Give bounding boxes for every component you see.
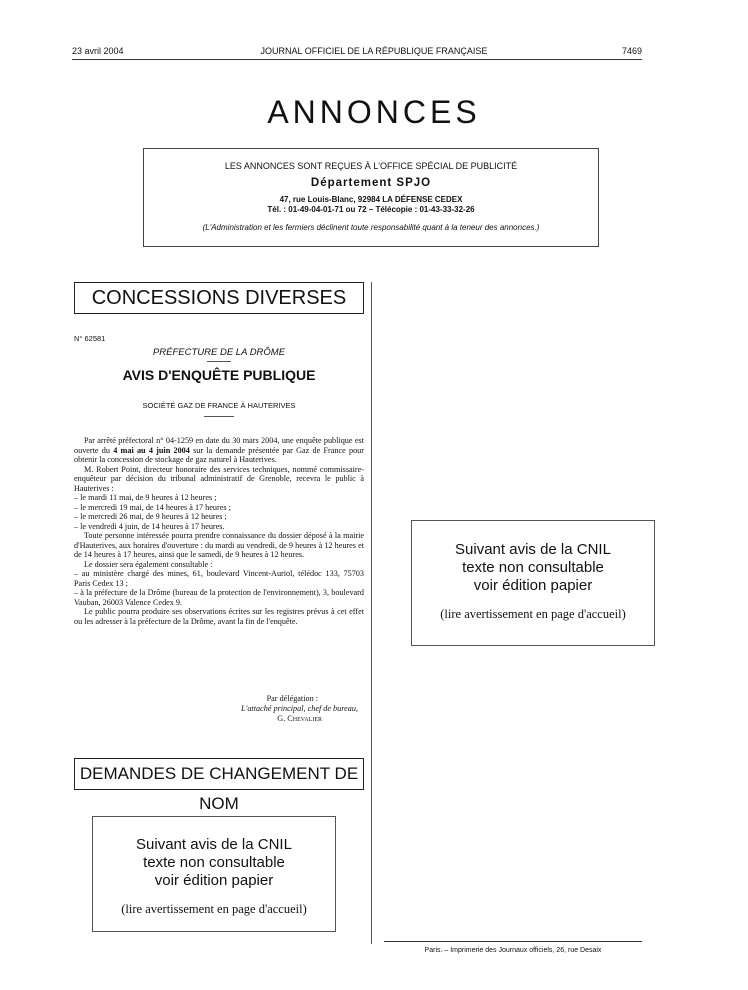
- cnil-line: texte non consultable: [143, 854, 285, 871]
- column-divider: [371, 282, 372, 944]
- list-item: – le mercredi 19 mai, de 14 heures à 17 heures ;: [74, 502, 231, 512]
- cnil-line: Suivant avis de la CNIL: [455, 541, 611, 558]
- cnil-notice-box: [92, 816, 336, 932]
- cnil-note: (lire avertissement en page d'accueil): [440, 607, 626, 621]
- notice-title: AVIS D'ENQUÊTE PUBLIQUE: [122, 367, 316, 383]
- header-page-number: 7469: [621, 46, 642, 56]
- header-journal-title: JOURNAL OFFICIEL DE LA RÉPUBLIQUE FRANÇAISE: [260, 46, 488, 56]
- announcement-body: [74, 436, 364, 626]
- paragraph: M. Robert Point, directeur honoraire des services techniques, nommé commissaire-enquêteur par décision du tribunal administratif de Grenoble, recevra le public à Hauterives :: [74, 464, 364, 493]
- notice-phone: Tél. : 01-49-04-01-71 ou 72 – Télécopie : 01-43-33-32-26: [267, 205, 475, 214]
- publicity-notice-box: [143, 148, 599, 247]
- cnil-note: (lire avertissement en page d'accueil): [121, 902, 307, 916]
- cnil-line: texte non consultable: [462, 559, 604, 576]
- printer-footer: Paris. – Imprimerie des Journaux officiels, 26, rue Desaix: [424, 947, 602, 954]
- notice-address: 47, rue Louis-Blanc, 92984 LA DÉFENSE CEDEX: [279, 195, 463, 204]
- section-heading-concessions: CONCESSIONS DIVERSES: [74, 282, 364, 314]
- cnil-notice-box: [411, 520, 655, 646]
- footer-rule: [384, 941, 642, 942]
- notice-department: Département SPJO: [310, 177, 432, 189]
- notice-disclaimer: (L'Administration et les fermiers déclinent toute responsabilité quant à la teneur des annonces.): [202, 223, 540, 232]
- signature-name: G. Chevalier: [277, 714, 322, 723]
- paragraph: Le dossier sera également consultable :: [84, 559, 213, 569]
- cnil-line: voir édition papier: [473, 577, 593, 594]
- signature-block: [74, 694, 364, 724]
- prefecture-heading: PRÉFECTURE DE LA DRÔME: [152, 347, 286, 358]
- list-item: – à la préfecture de la Drôme (bureau de la protection de l'environnement), 3, boulevard Vauban, 26003 Valence Cedex 9.: [74, 588, 364, 607]
- notice-line: LES ANNONCES SONT REÇUES À L'OFFICE SPÉCIAL DE PUBLICITÉ: [224, 161, 518, 171]
- list-item: – le mardi 11 mai, de 9 heures à 12 heures ;: [74, 493, 217, 502]
- list-item: – au ministère chargé des mines, 61, boulevard Vincent-Auriol, télédoc 133, 75703 Paris Cedex 13 ;: [74, 569, 364, 588]
- paragraph: [74, 436, 364, 465]
- date-range: 4 mai au 4 juin 2004: [113, 445, 190, 455]
- page-title: ANNONCES: [267, 94, 481, 130]
- cnil-line: voir édition papier: [154, 872, 274, 889]
- company-subtitle: SOCIÉTÉ GAZ DE FRANCE À HAUTERIVES: [142, 401, 296, 410]
- text: Par arrêté préfectoral n° 04-1259 en date du 30 mars 2004, une enquête publique est ouverte du: [74, 436, 364, 455]
- text: sur la demande présentée par Gaz de France pour obtenir la concession de stockage de gaz naturel à Hauterives.: [74, 445, 364, 464]
- separator-rule: [207, 361, 231, 362]
- signature-line: Par délégation :: [266, 694, 318, 703]
- separator-rule: [204, 416, 234, 417]
- list-item: – le mercredi 26 mai, de 9 heures à 12 heures ;: [74, 512, 227, 521]
- signature-title: L'attaché principal, chef de bureau,: [241, 704, 358, 713]
- announcement-number: N° 62581: [74, 334, 106, 343]
- list-item: – le vendredi 4 juin, de 14 heures à 17 heures.: [74, 521, 225, 531]
- paragraph: Le public pourra produire ses observations écrites sur les registres prévus à cet effet ou les adresser à la préfecture de la Drôme, avant la fin de l'enquête.: [74, 607, 364, 626]
- header-date: 23 avril 2004: [72, 46, 124, 56]
- section-heading-name-change: DEMANDES DE CHANGEMENT DE NOM: [74, 758, 364, 790]
- cnil-line: Suivant avis de la CNIL: [136, 836, 292, 853]
- paragraph: Toute personne intéressée pourra prendre connaissance du dossier déposé à la mairie d'Hauterives, aux horaires d'ouverture : du mardi au vendredi, de 9 heures à 12 heures et de 14 heures à 17 heures, ainsi que le samedi, de 9 heures à 12 heures.: [74, 531, 364, 559]
- header-rule: [72, 59, 642, 60]
